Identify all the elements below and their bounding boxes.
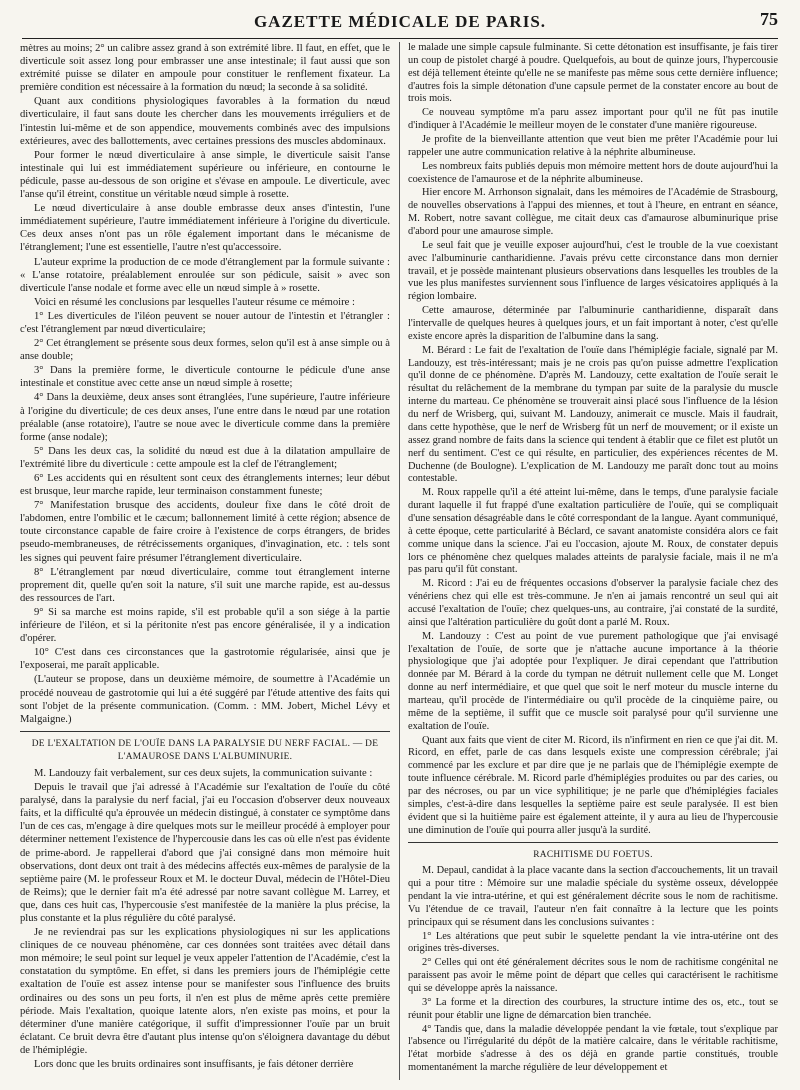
paragraph: 7° Manifestation brusque des accidents, douleur fixe dans le côté droit de l'abdomen, entre l'ombilic et le cæcum; ballonnement limité à cette région; absence de toute circonstance capable de faire croire à l'existence de corps étrangers, de brides pseudo-membraneuses, de rétrécissements organiques, d'invagination, etc. : tels sont les signes qui peuvent faire présumer l'étranglement diverticulaire.: [20, 500, 390, 564]
paragraph: 8° L'étranglement par nœud diverticulaire, comme tout étranglement interne proprement dit, quelle qu'en soit la nature, s'il suit une marche rapide, est au-dessus des ressources de l'art.: [20, 566, 390, 604]
paragraph: Quant aux conditions physiologiques favorables à la formation du nœud diverticulaire, il faut sans doute les chercher dans les mouvements irréguliers et de l'intestin lui-même et de son appendice, mouvements combinés avec des impulsions extérieures, avec des ballottements, avec certaines pressions des muscles abdominaux.: [20, 96, 390, 147]
page-header: [22, 6, 778, 39]
paragraph: 2° Cet étranglement se présente sous deux formes, selon qu'il est à anse simple ou à anse double;: [20, 338, 390, 363]
paragraph: (L'auteur se propose, dans un deuxième mémoire, de soumettre à l'Académie un procédé nouveau de gastrotomie qui lui a été suggéré par l'étude attentive des faits qui sont l'objet de la présente communication. (Comm. : MM. Jobert, Michel Lévy et Malgaigne.): [20, 674, 390, 725]
paragraph: M. Landouzy : C'est au point de vue purement pathologique que j'ai envisagé l'exaltation de l'ouïe, de sorte que je n'attache aucune importance à la théorie physiologique que j'ai adoptée pour l'expliquer. Je dirai cependant que l'attribution donnée par M. Bérard à la corde du tympan ne détruit nullement celle que M. Longet donne au nerf intermédiaire, et que quel que soit le nerf moteur du muscle interne du marteau, qu'il procède de l'intermédiaire ou qu'il procède de la cinquième paire, ou même de la septième, il suffit que ce muscle soit paralysé pour qu'il survienne une exaltation de l'ouïe.: [408, 630, 778, 732]
section-rule: [408, 842, 778, 843]
paragraph: Lors donc que les bruits ordinaires sont insuffisants, je fais détoner derrière: [34, 1059, 354, 1071]
section-heading: RACHITISME DU FOETUS.: [533, 850, 653, 861]
paragraph: 4° Dans la deuxième, deux anses sont étranglées, l'une supérieure, l'autre inférieure à l'origine du diverticule; de ces deux anses, l'une entre dans le nœud par une rotation préalable (anse rotatoire), l'autre se noue avec le diverticule comme dans la première forme (anse nodale);: [20, 392, 390, 443]
right-column: [408, 42, 778, 1076]
paragraph: Hier encore M. Arrhonson signalait, dans les mémoires de l'Académie de Strasbourg, de nouvelles observations à l'appui des miennes, et tout à l'heure, en entrant en séance, M. Robert, notre savant collègue, me citait deux cas d'amaurose albuminurique prise d'abord pour une amaurose simple.: [408, 187, 778, 238]
paragraph: Voici en résumé les conclusions par lesquelles l'auteur résume ce mémoire :: [34, 296, 355, 308]
paragraph: M. Depaul, candidat à la place vacante dans la section d'accouchements, lit un travail qui a pour titre : Mémoire sur une maladie spéciale du système osseux, développée pendant la vie intra-utérine, et qui est généralement décrite sous le nom de rachitisme. Vu l'étendue de ce travail, l'auteur n'en fait connaître à la lecture que les points principaux qui se résument dans les conclusions suivantes :: [408, 865, 778, 928]
paragraph: 1° Les diverticules de l'iléon peuvent se nouer autour de l'intestin et l'étrangler : c'est l'étranglement par nœud diverticulaire;: [20, 310, 390, 335]
paragraph: Je ne reviendrai pas sur les explications physiologiques ni sur les applications cliniques de ce nouveau phénomène, car ces données sont traitées avec détail dans mon mémoire; le seul point sur lequel je veux appeler l'attention de l'Académie, c'est la constatation du symptôme. En effet, si dans les premiers jours de l'hémiplégie cette exaltation de l'ouïe est assez intense pour se manifester sous l'influence des bruits ordinaires ou des sons un peu forts, il n'en est plus de même après cette première période. Mais l'exaltation, quoique latente alors, n'en existe pas moins, et pour la déterminer d'une manière catégorique, il suffit d'impressionner l'ouïe par un bruit éclatant. Ce bruit devra être d'autant plus intense qu'on s'éloignera davantage du début de l'hémiplégie.: [20, 927, 390, 1056]
paragraph: 3° Dans la première forme, le diverticule contourne le pédicule d'une anse intestinale et constitue avec cette anse un nœud simple à rosette;: [20, 365, 390, 390]
paragraph: 3° La forme et la direction des courbures, la structure intime des os, etc., tout se réunit pour établir une ligne de démarcation bien tranchée.: [408, 996, 778, 1021]
paragraph: 6° Les accidents qui en résultent sont ceux des étranglements internes; leur début est brusque, leur marche rapide, leur terminaison constamment funeste;: [20, 473, 390, 498]
paragraph: M. Landouzy fait verbalement, sur ces deux sujets, la communication suivante :: [34, 767, 373, 779]
paragraph: M. Bérard : Le fait de l'exaltation de l'ouïe dans l'hémiplégie faciale, signalé par M. Landouzy, est très-intéressant; mais je ne crois pas qu'on puisse admettre l'explication qu'il donne de ce phénomène. D'après M. Landouzy, cette exaltation de l'ouïe serait le résultat du relâchement de la membrane du tympan par suite de la paralysie du muscle interne du marteau. Ce phénomène se trouverait ainsi placé sous l'influence de la lésion du nerf de Wrisberg, qui, suivant M. Landouzy, animerait ce muscle. Mais il faudrait, dans cette hypothèse, que le nerf de Wrisberg fût un nerf de mouvement; or il existe un assez grand nombre de faits dans la science qui tendent à établir que ce filet est plutôt un nerf du sentiment. C'est ce qui résulte, en particulier, des expériences récentes de M. Duchenne (de Boulogne). L'explication de M. Landouzy me paraît donc tout au moins contestable.: [408, 344, 778, 485]
paragraph: 1° Les altérations que peut subir le squelette pendant la vie intra-utérine ont des origines très-diverses.: [408, 930, 778, 955]
paragraph: 5° Dans les deux cas, la solidité du nœud est due à la dilatation ampullaire de l'extrémité libre du diverticule : cette ampoule est la clef de l'étranglement;: [20, 445, 390, 470]
paragraph: Le nœud diverticulaire à anse double embrasse deux anses d'intestin, l'une immédiatement supérieure, l'autre immédiatement inférieure à l'origine du diverticule. Ces deux anses n'ont pas un rôle également important dans le mécanisme de l'étranglement; l'une est essentielle, l'autre n'est qu'accessoire.: [20, 203, 390, 254]
paragraph: Les nombreux faits publiés depuis mon mémoire mettent hors de doute aujourd'hui la coexistence de l'amaurose et de la néphrite albumineuse.: [408, 160, 778, 185]
page-number: 75: [760, 9, 778, 29]
journal-title: GAZETTE MÉDICALE DE PARIS.: [253, 12, 547, 31]
paragraph: 9° Si sa marche est moins rapide, s'il est probable qu'il a son siége à la partie inférieure de l'iléon, et si la péritonite n'est pas encore généralisée, il y a indication d'opérer.: [20, 606, 390, 645]
paragraph: Pour former le nœud diverticulaire à anse simple, le diverticule saisit l'anse intestinale qui lui est immédiatement supérieure ou inférieure, en contourne le pédicule, passe au-dessous de son origine et s'évase en ampoule. Le diverticule, avec l'anse qu'il étreint, constitue un véritable nœud simple à rosette.: [20, 149, 390, 201]
paragraph: Quant aux faits que vient de citer M. Ricord, ils n'infirment en rien ce que j'ai dit. M. Ricord, en effet, parle de cas dans lesquels existe une compression cérébrale; j'ai commencé par les exclure et par dire que je ne parlais que de l'hémiplégie exempte de toute influence cérébrale. M. Ricord parle d'hémiplégies produites ou par des caries, ou par des nécroses, ou par un vice syphilitique; je ne parle que d'hémiplégies faciales simples, c'est-à-dire dans lesquelles la septième paire est seule paralysée. Il est bien évident que si la huitième paire est également atteinte, il y aura au lieu de l'hypercousie une diminution de l'ouïe qui pourra aller jusqu'à la surdité.: [408, 734, 778, 836]
section-heading: DE L'EXALTATION DE L'OUÏE DANS LA PARALYSIE DU NERF FACIAL. — DE L'AMAUROSE DANS L'ALBUMINURIE.: [31, 738, 379, 762]
paragraph: Je profite de la bienveillante attention que veut bien me prêter l'Académie pour lui rappeler une autre communication relative à la néphrite albumineuse.: [408, 134, 778, 158]
paragraph: Cette amaurose, déterminée par l'albuminurie cantharidienne, disparaît dans l'intervalle de quelques heures à quelques jours, et un fait important à noter, c'est qu'elle existe encore après la disparition de l'albumine dans la sang.: [408, 305, 778, 342]
paragraph: 2° Celles qui ont été généralement décrites sous le nom de rachitisme congénital ne paraissent pas avoir le même point de départ que celles qui caractérisent le rachitisme qui se développe après la naissance.: [408, 957, 778, 995]
paragraph: mètres au moins; 2° un calibre assez grand à son extrémité libre. Il faut, en effet, que le diverticule soit assez long pour embrasser une anse intestinale; il faut aussi que son extrémité puisse se dilater en ampoule pour constituer le renflement fixateur. La première condition est nécessaire à la formation du nœud; la seconde à sa solidité.: [20, 43, 390, 94]
section-rule: [20, 731, 390, 732]
paragraph: M. Roux rappelle qu'il a été atteint lui-même, dans le temps, d'une paralysie faciale durant laquelle il fut frappé d'une exaltation particulière de l'ouïe, qui se compliquait d'une sensation désagréable dans le côté correspondant de la langue. Ayant communiqué, à cette époque, cette particularité à Béclard, ce savant anatomiste considéra alors ce fait comme unique dans la science. J'ai eu l'occasion, ajoute M. Roux, de constater depuis lors ce phénomène chez quelques malades atteints de paralysie faciale, mais il ne m'a pas paru qu'il fût constant.: [408, 487, 778, 576]
paragraph: 4° Tandis que, dans la maladie développée pendant la vie fœtale, tout s'explique par l'absence ou l'irrégularité du dépôt de la matière calcaire, dans le véritable rachitisme, l'état morbide s'adresse à des os déjà en grande partie constitués, trouble momentanément la marche régulière de leur développement et: [408, 1023, 778, 1074]
paragraph: Depuis le travail que j'ai adressé à l'Académie sur l'exaltation de l'ouïe du côté paralysé, dans la paralysie du nerf facial, j'ai eu l'occasion d'observer deux nouveaux faits, et la difficulté qu'a éprouvée un médecin distingué, à constater ce symptôme dans l'un de ces cas, m'engage à dire quelques mots sur le meilleur procédé à employer pour déterminer nettement l'existence de l'hypercousie dans les cas où elle n'est pas évidente de prime-abord. Je rappellerai d'abord que j'ai consigné dans mon mémoire huit observations, dont deux ont trait à des médecins affectés eux-mêmes de paralysie de la septième paire (M. le professeur Roux et M. le docteur Duval, médecin de l'Hôtel-Dieu de Reims); que le dernier fait m'a été adressé par notre savant collègue M. Larrey, et que, dans ces huit cas, l'hypercousie s'est manifestée de la manière la plus précise, la plus constante et la plus régulière du côté paralysé.: [20, 782, 390, 924]
left-column: [20, 42, 390, 1072]
paragraph: L'auteur exprime la production de ce mode d'étranglement par la formule suivante : « L'anse rotatoire, préalablement enroulée sur son pédicule, saisit » avec son diverticule l'anse nodale et forme avec elle un nœud simple à » rosette.: [20, 256, 390, 294]
paragraph: Ce nouveau symptôme m'a paru assez important pour qu'il ne fût pas inutile d'indiquer à l'Académie le meilleur moyen de le constater d'une manière rigoureuse.: [408, 107, 778, 132]
paragraph: le malade une simple capsule fulminante. Si cette détonation est insuffisante, je fais tirer un coup de pistolet chargé à poudre. Quelquefois, au bout de quinze jours, l'hypercousie est déjà tellement éteinte qu'elle ne se manifeste pas même sous cette dernière influence; d'autres fois la simple détonation d'une capsule permet de la constater encore au bout de trois mois.: [408, 42, 778, 105]
paragraph: Le seul fait que je veuille exposer aujourd'hui, c'est le trouble de la vue coexistant avec l'albuminurie cantharidienne. J'avais prévu cette circonstance dans mon dernier travail, et je possède maintenant plusieurs observations dans lesquelles les troubles de la vue les plus manifestes surviennent sous l'influence de larges vésicatoires appliqués à la région lombaire.: [408, 239, 778, 303]
column-divider: [399, 42, 400, 1080]
paragraph: 10° C'est dans ces circonstances que la gastrotomie régularisée, ainsi que je l'exposerai, me paraît applicable.: [20, 647, 390, 672]
paragraph: M. Ricord : J'ai eu de fréquentes occasions d'observer la paralysie faciale chez des vénériens chez qui elle est très-commune. Je n'en ai jamais rencontré un seul qui ait accusé l'exaltation de l'ouïe; chez quelques-uns, au contraire, j'ai constaté de la surdité, ainsi que l'altération particulière du goût dont a parlé M. Roux.: [408, 578, 778, 628]
